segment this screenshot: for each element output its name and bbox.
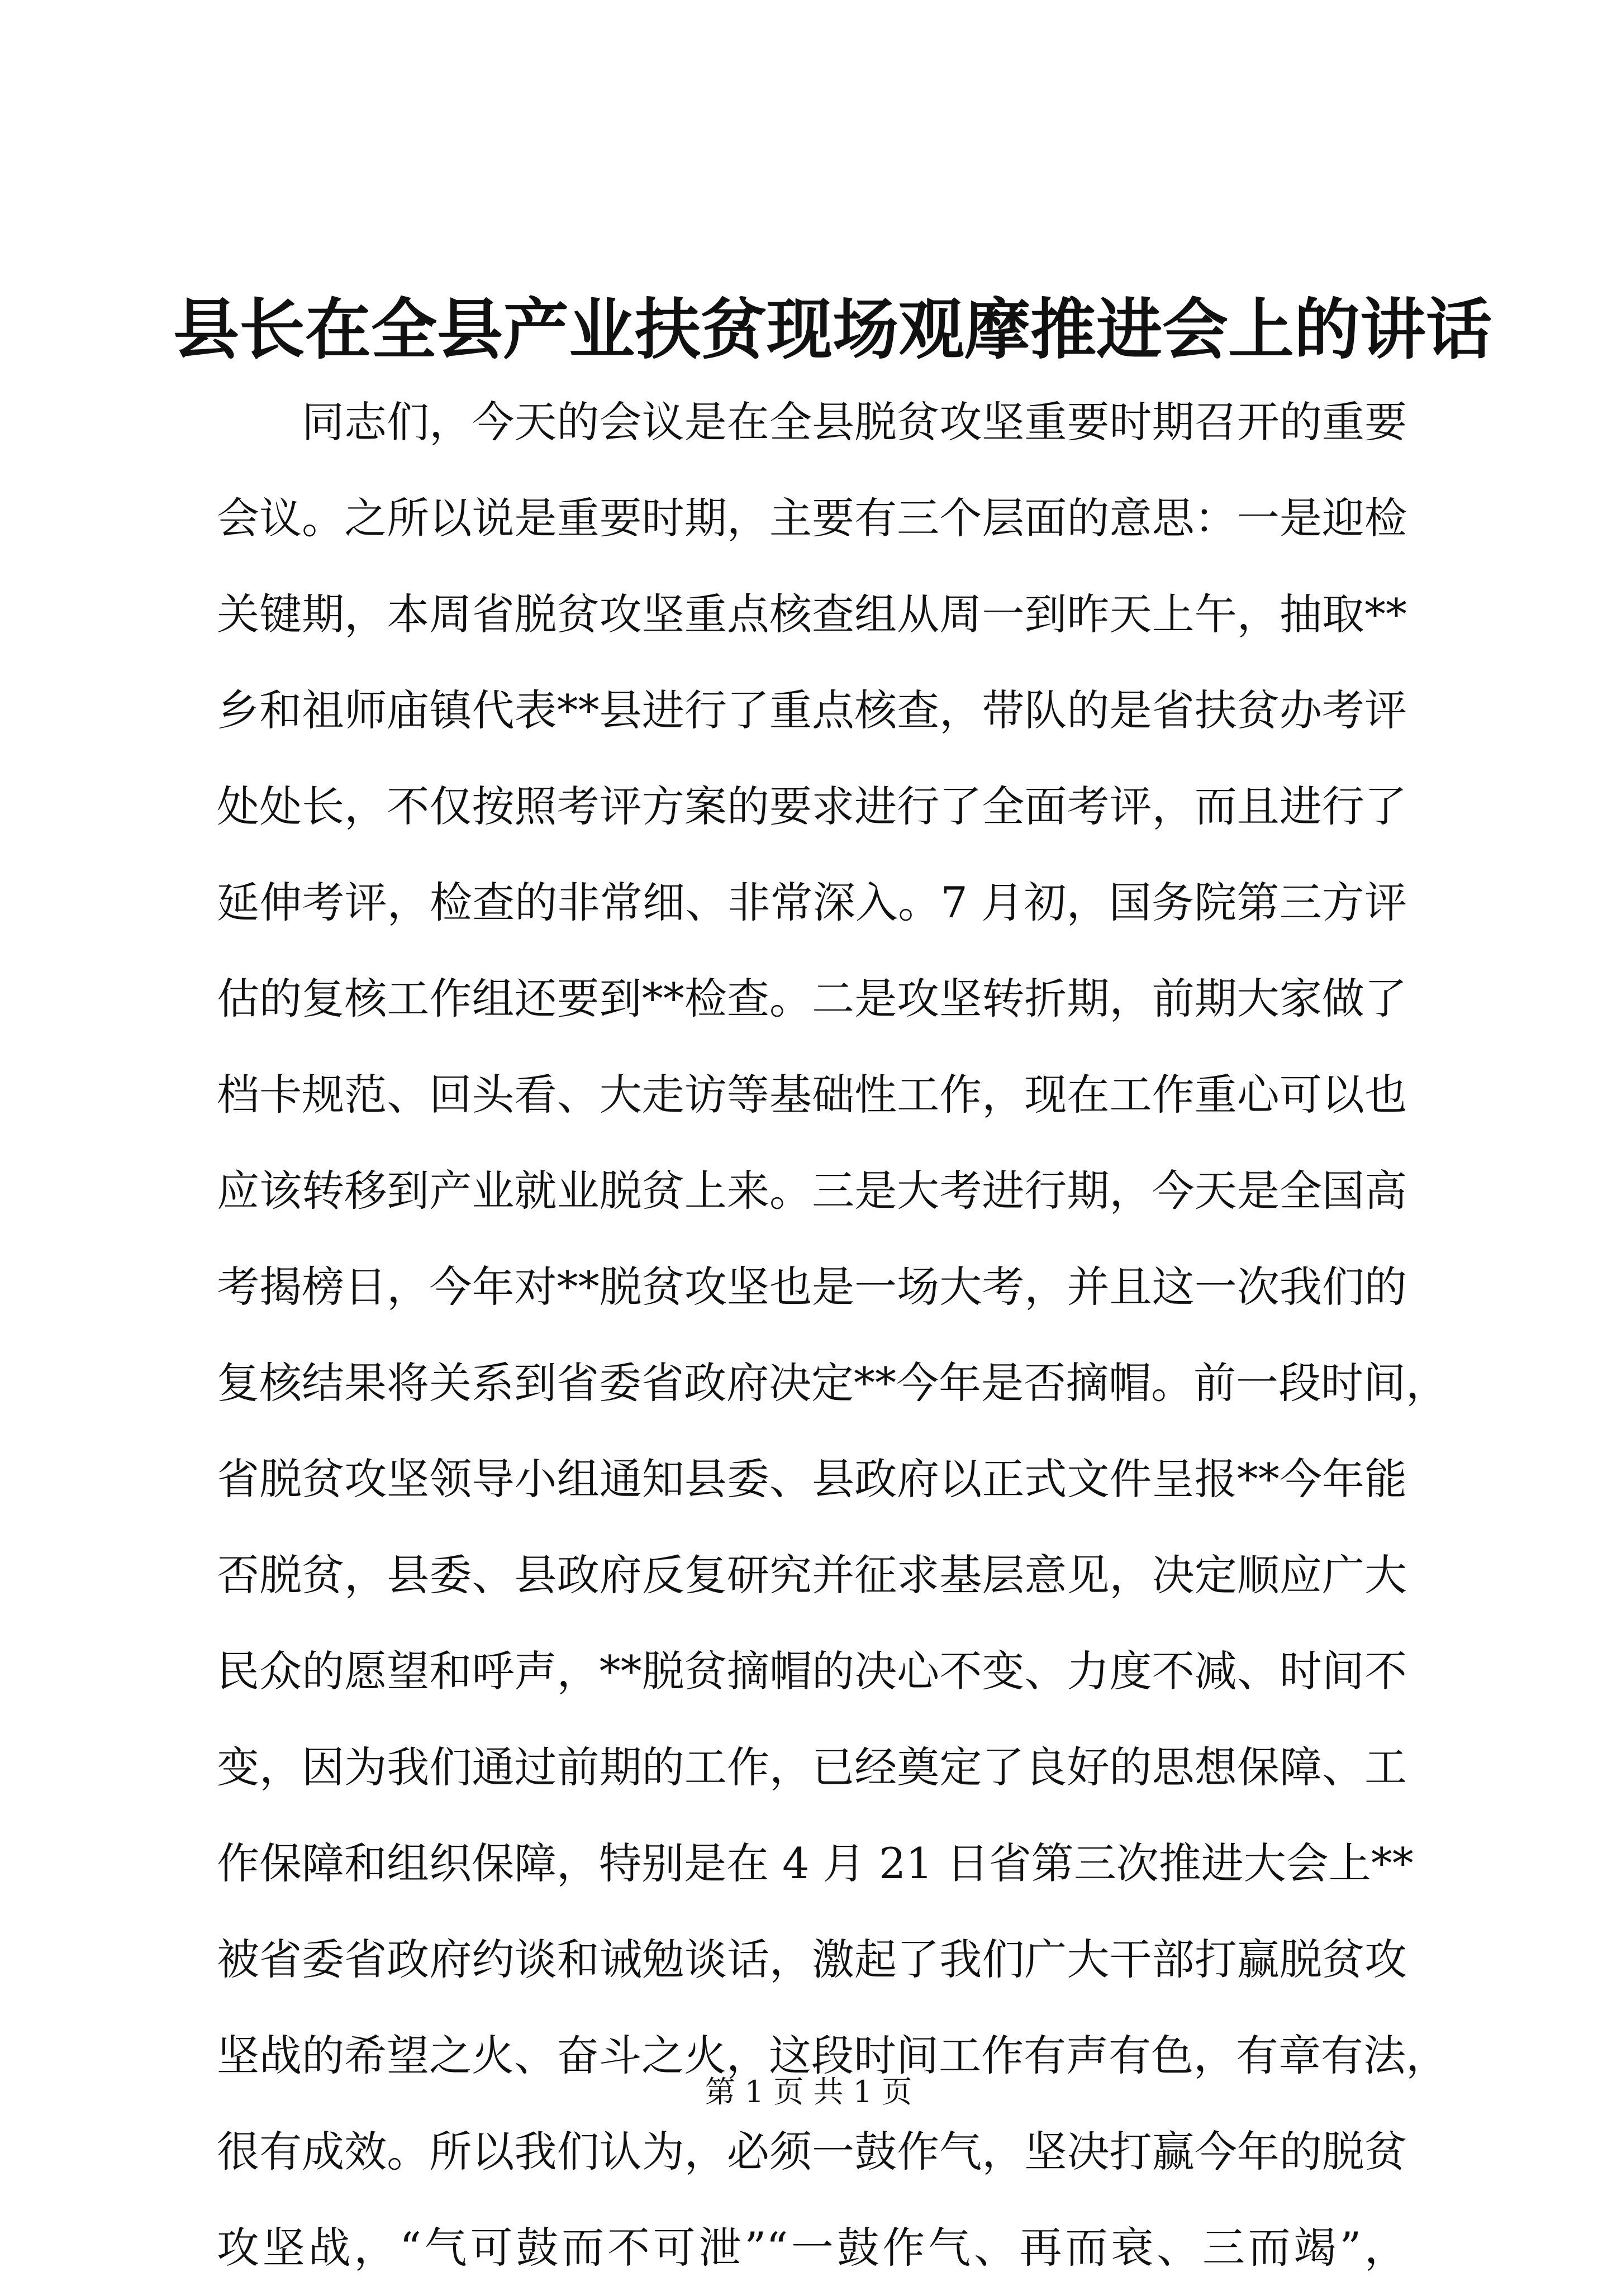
body-line: 作保障和组织保障，特别是在 4 月 21 日省第三次推进大会上** [217,1838,1414,1888]
body-line: 省脱贫攻坚领导小组通知县委、县政府以正式文件呈报**今年能 [217,1454,1407,1504]
body-line: 变，因为我们通过前期的工作，已经奠定了良好的思想保障、工 [217,1742,1407,1792]
body-line: 否脱贫，县委、县政府反复研究并征求基层意见，决定顺应广大 [217,1550,1407,1600]
body-line: 同志们，今天的会议是在全县脱贫攻坚重要时期召开的重要 [302,397,1407,447]
body-line: 档卡规范、回头看、大走访等基础性工作，现在工作重心可以也 [217,1070,1407,1120]
body-line: 处处长，不仅按照考评方案的要求进行了全面考评，而且进行了 [217,782,1407,831]
body-line: 乡和祖师庙镇代表**县进行了重点核查，带队的是省扶贫办考评 [217,685,1407,735]
body-line: 关键期，本周省脱贫攻坚重点核查组从周一到昨天上午，抽取** [217,589,1407,639]
body-line: 会议。之所以说是重要时期，主要有三个层面的意思：一是迎检 [217,493,1407,543]
body-line: 民众的愿望和呼声，**脱贫摘帽的决心不变、力度不减、时间不 [217,1646,1407,1696]
body-line: 攻坚战，“气可鼓而不可泄”“一鼓作气、再而衰、三而竭”， [217,2223,1407,2273]
body-line: 延伸考评，检查的非常细、非常深入。7 月初，国务院第三方评 [217,878,1407,927]
body-line: 应该转移到产业就业脱贫上来。三是大考进行期，今天是全国高 [217,1166,1407,1216]
document-body [217,374,1448,2296]
body-line: 复核结果将关系到省委省政府决定**今年是否摘帽。前一段时间， [217,1358,1448,1408]
body-line: 考揭榜日，今年对**脱贫攻坚也是一场大考，并且这一次我们的 [217,1262,1407,1312]
body-line: 被省委省政府约谈和诫勉谈话，激起了我们广大干部打赢脱贫攻 [217,1935,1407,1984]
page-footer: 第 1 页 共 1 页 [705,2074,912,2109]
body-line: 坚战的希望之火、奋斗之火，这段时间工作有声有色，有章有法， [217,2031,1448,2080]
document-title: 县长在全县产业扶贫现场观摩推进会上的讲话 [173,290,1492,368]
body-line: 估的复核工作组还要到**检查。二是攻坚转折期，前期大家做了 [217,974,1407,1023]
body-line: 很有成效。所以我们认为，必须一鼓作气，坚决打赢今年的脱贫 [217,2127,1407,2176]
